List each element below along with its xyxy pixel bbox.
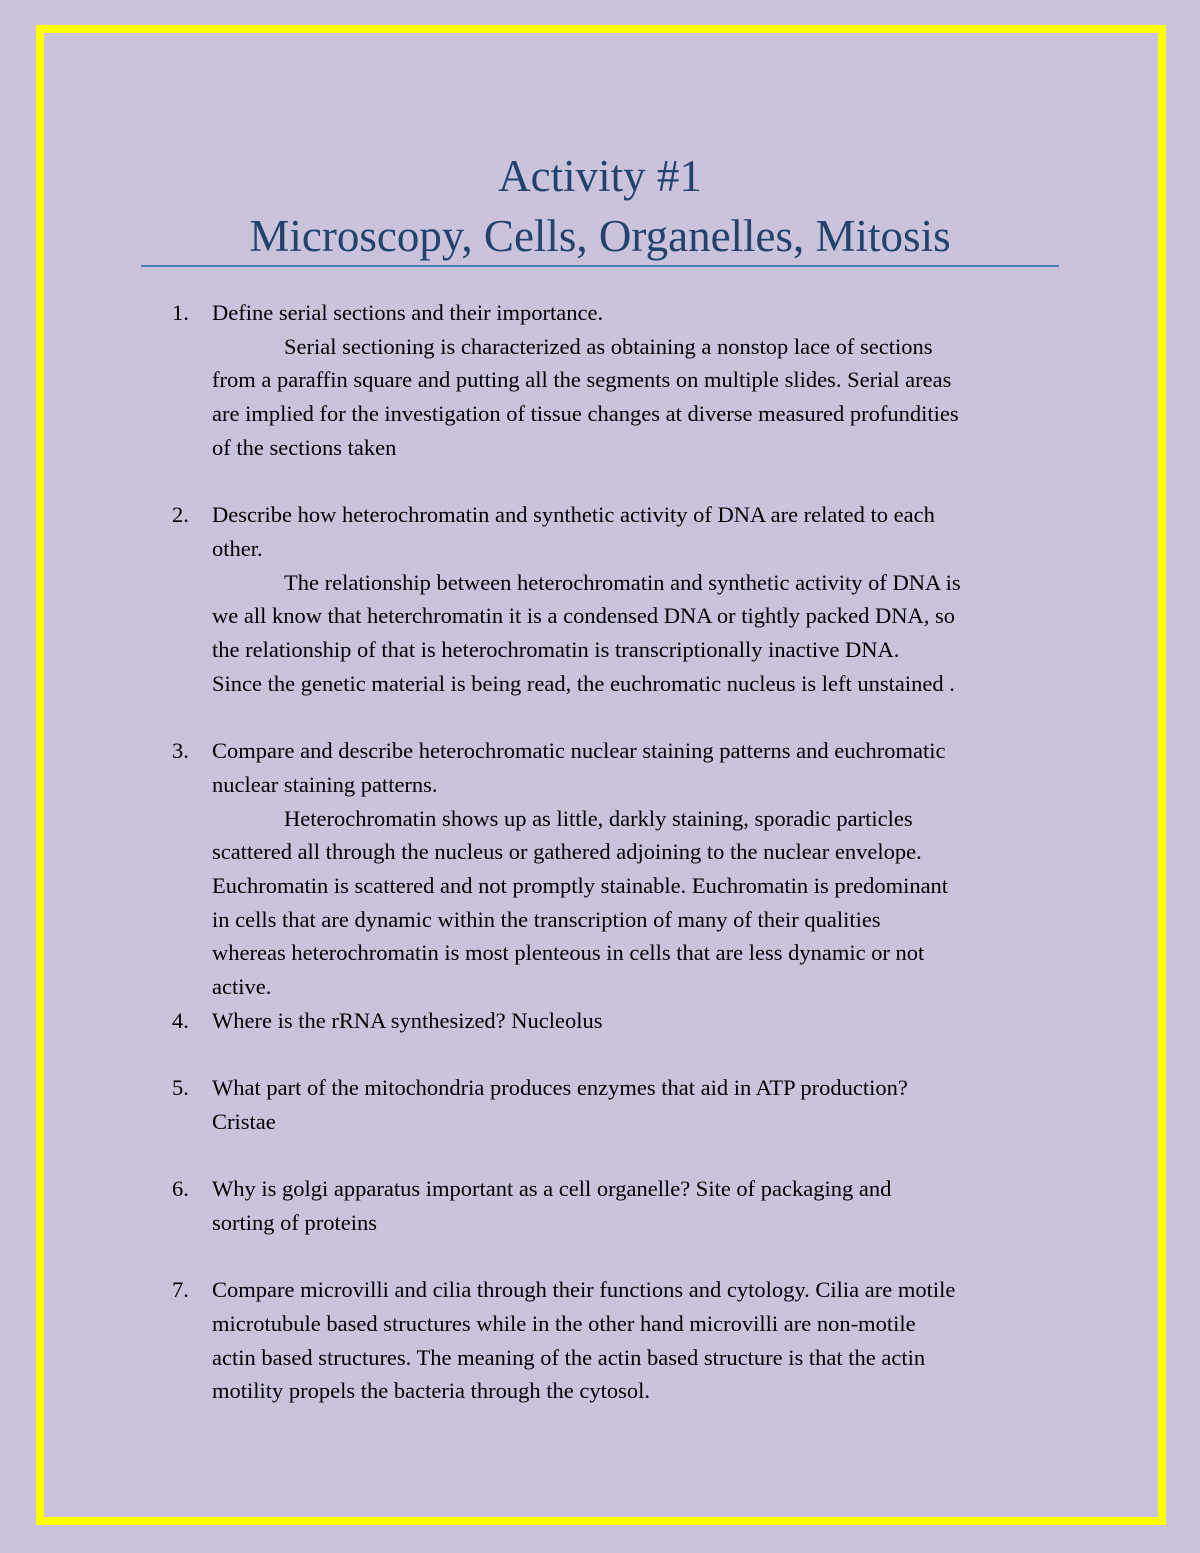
question-4 bbox=[172, 1004, 1052, 1038]
answer-text-line: scattered all through the nucleus or gathered adjoining to the nuclear envelope. bbox=[212, 839, 922, 865]
question-body bbox=[212, 734, 1052, 1004]
answer-text-line: from a paraffin square and putting all the segments on multiple slides. Serial areas bbox=[212, 367, 952, 393]
answer-text-line: in cells that are dynamic within the transcription of many of their qualities bbox=[212, 906, 881, 932]
question-3 bbox=[172, 734, 1052, 1004]
question-7 bbox=[172, 1273, 1052, 1408]
question-text-line: Compare microvilli and cilia through their functions and cytology. Cilia are motile bbox=[212, 1277, 956, 1303]
question-body bbox=[212, 1172, 1052, 1239]
question-body bbox=[212, 296, 1052, 465]
question-number: 4. bbox=[172, 1007, 189, 1033]
question-text-line: What part of the mitochondria produces enzymes that aid in ATP production? bbox=[212, 1075, 908, 1101]
question-text-line: nuclear staining patterns. bbox=[212, 771, 438, 797]
question-number: 3. bbox=[172, 738, 189, 764]
answer-text-line: Serial sectioning is characterized as obtaining a nonstop lace of sections bbox=[284, 333, 933, 359]
answer-text-line: of the sections taken bbox=[212, 434, 397, 460]
answer-text-line: motility propels the bacteria through the cytosol. bbox=[212, 1378, 651, 1404]
question-body bbox=[212, 1071, 1052, 1138]
answer-text-line: Euchromatin is scattered and not promptly stainable. Euchromatin is predominant bbox=[212, 872, 949, 898]
answer-text-line: Cristae bbox=[212, 1108, 276, 1134]
question-6 bbox=[172, 1172, 1052, 1239]
question-text-line: Where is the rRNA synthesized? Nucleolus bbox=[212, 1007, 603, 1033]
document-title bbox=[140, 146, 1060, 266]
question-text-line: Compare and describe heterochromatic nuclear staining patterns and euchromatic bbox=[212, 738, 946, 764]
answer-text-line: actin based structures. The meaning of the actin based structure is that the actin bbox=[212, 1344, 926, 1370]
answer-text-line: microtubule based structures while in the other hand microvilli are non-motile bbox=[212, 1311, 916, 1337]
question-number: 5. bbox=[172, 1075, 189, 1101]
question-2 bbox=[172, 498, 1052, 700]
answer-text-line: we all know that heterchromatin it is a condensed DNA or tightly packed DNA, so bbox=[212, 603, 955, 629]
question-body bbox=[212, 1004, 1052, 1038]
question-body bbox=[212, 1273, 1052, 1408]
question-text-line: Define serial sections and their importance. bbox=[212, 300, 604, 325]
answer-text-line: active. bbox=[212, 974, 272, 1000]
answer-text-line: The relationship between heterochromatin and synthetic activity of DNA is bbox=[284, 569, 961, 595]
question-5 bbox=[172, 1071, 1052, 1138]
answer-text-line: Since the genetic material is being read, the euchromatic nucleus is left unstained . bbox=[212, 670, 955, 696]
question-1 bbox=[172, 296, 1052, 465]
title-line-2: Microscopy, Cells, Organelles, Mitosis bbox=[249, 211, 951, 261]
title-line-1: Activity #1 bbox=[498, 151, 702, 201]
answer-text-line: are implied for the investigation of tissue changes at diverse measured profundities bbox=[212, 401, 959, 427]
answer-text-line: whereas heterochromatin is most plenteous in cells that are less dynamic or not bbox=[212, 940, 925, 966]
question-text-line: other. bbox=[212, 535, 263, 561]
question-number: 7. bbox=[172, 1277, 189, 1303]
question-text-line: Describe how heterochromatin and synthetic activity of DNA are related to each bbox=[212, 502, 935, 528]
question-list bbox=[172, 296, 1052, 1408]
answer-text-line: sorting of proteins bbox=[212, 1209, 377, 1235]
answer-text-line: the relationship of that is heterochromatin is transcriptionally inactive DNA. bbox=[212, 637, 900, 663]
title-underline bbox=[141, 265, 1059, 267]
question-text-line: Why is golgi apparatus important as a cell organelle? Site of packaging and bbox=[212, 1176, 892, 1202]
question-number: 1. bbox=[172, 300, 189, 325]
answer-text-line: Heterochromatin shows up as little, darkly staining, sporadic particles bbox=[284, 805, 913, 831]
question-body bbox=[212, 498, 1052, 700]
question-number: 2. bbox=[172, 502, 189, 528]
question-number: 6. bbox=[172, 1176, 189, 1202]
